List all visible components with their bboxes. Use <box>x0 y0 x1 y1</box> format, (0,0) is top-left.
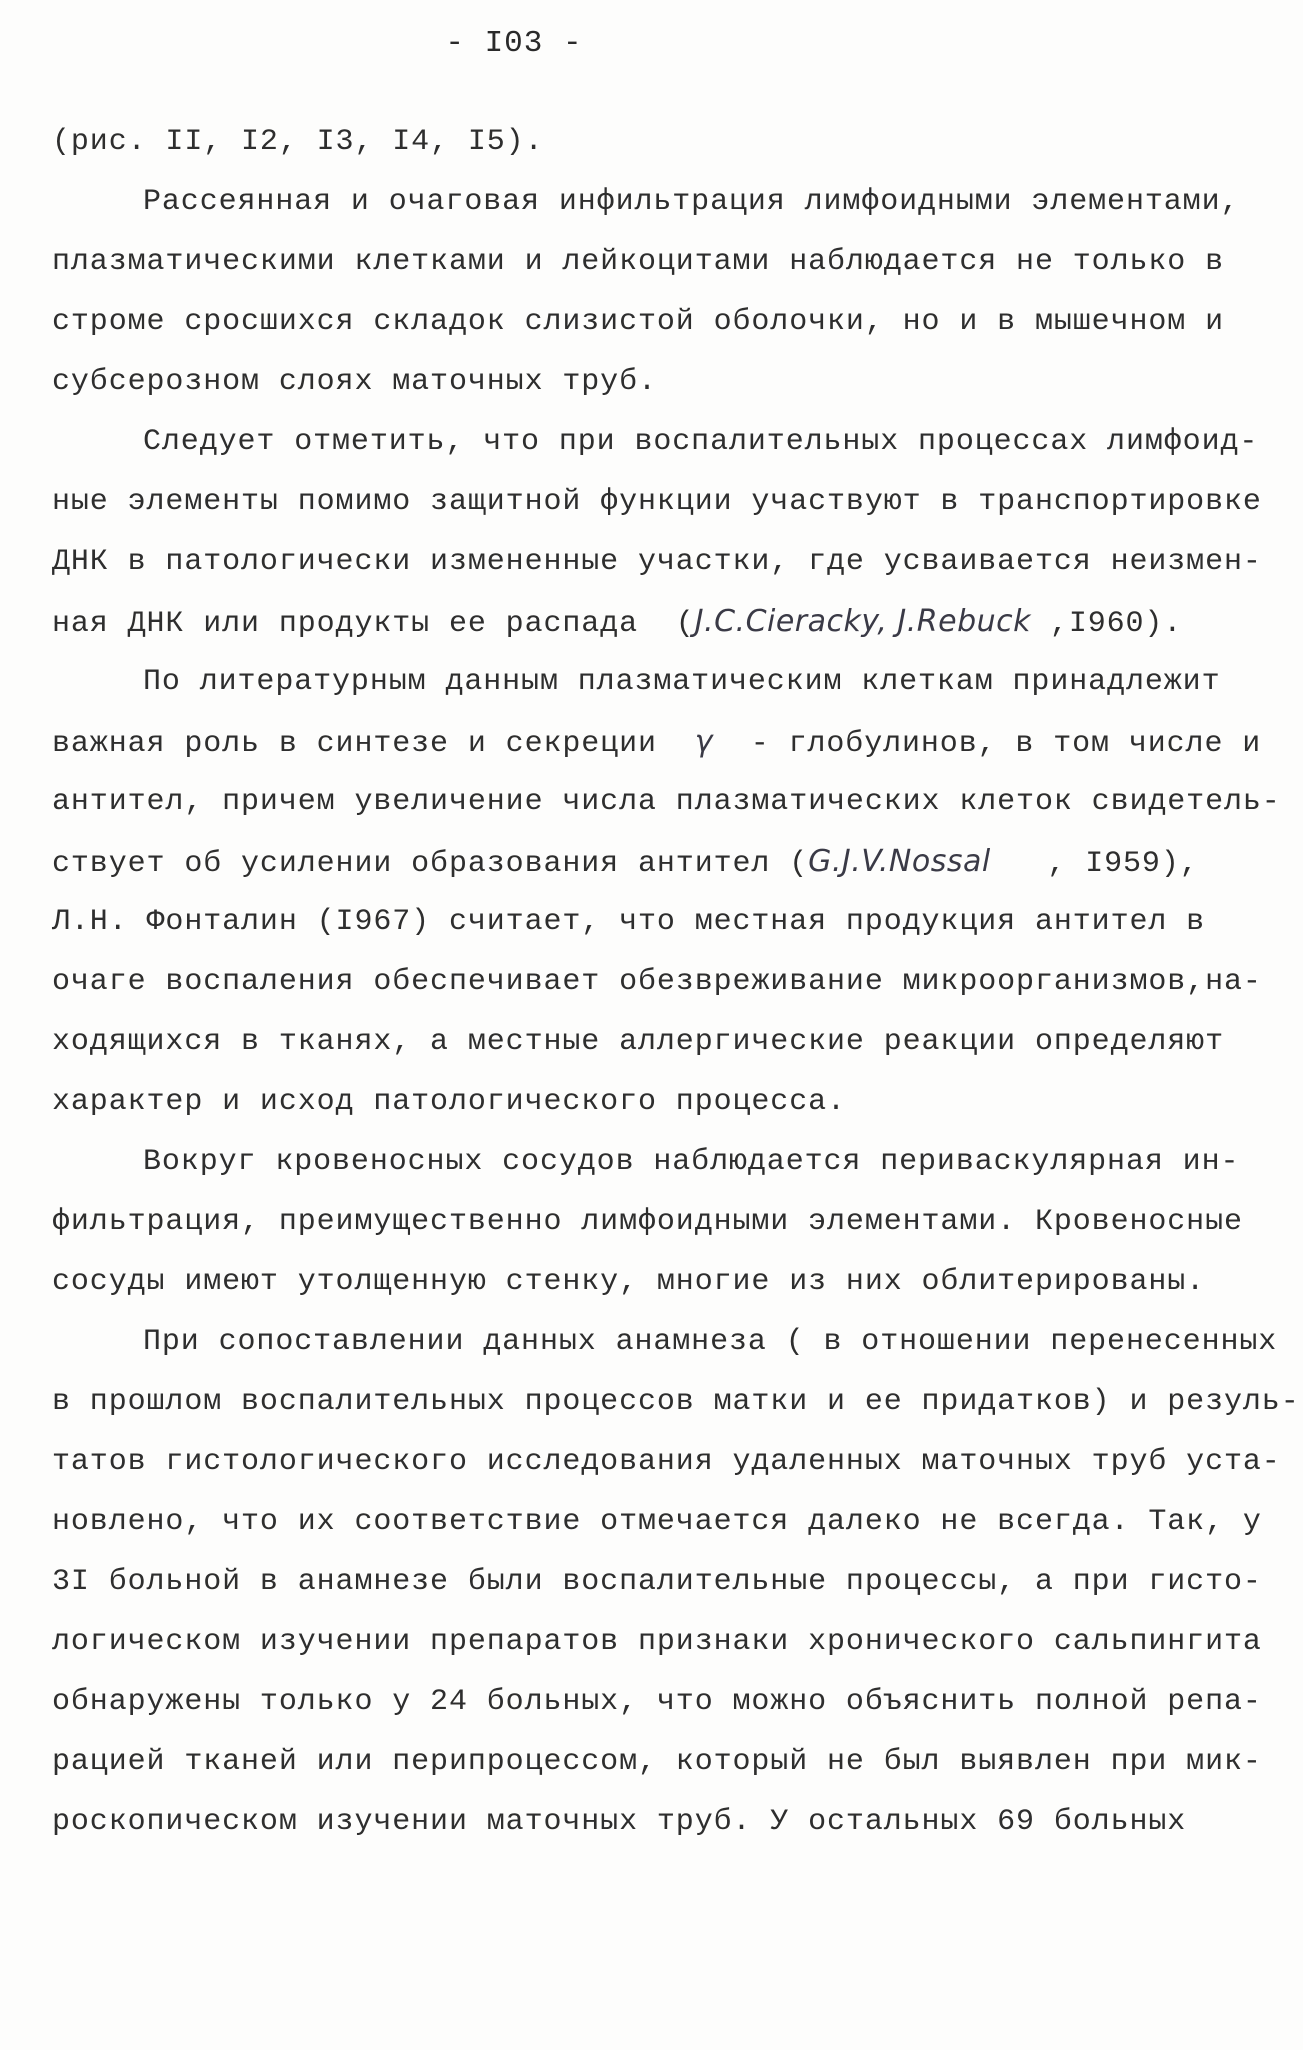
paragraph-start-line: Рассеянная и очаговая инфильтрация лимфоидными элементами, <box>143 185 1240 219</box>
text-line: плазматическими клетками и лейкоцитами наблюдается не только в <box>52 245 1224 279</box>
paragraph-start-line: По литературным данным плазматическим клеткам принадлежит <box>143 665 1221 699</box>
text-line: рацией тканей или перипроцессом, который не был выявлен при мик- <box>52 1745 1262 1779</box>
text-line: 3I больной в анамнезе были воспалительные процессы, а при гисто- <box>52 1565 1262 1599</box>
text-line: роскопическом изучении маточных труб. У остальных 69 больных <box>52 1805 1187 1839</box>
text-line: ствует об усилении образования антител (G.J.V.Nossal , I959), <box>52 844 1199 881</box>
text-line: в прошлом воспалительных процессов матки и ее придатков) и резуль- <box>52 1385 1300 1419</box>
text-line: важная роль в синтезе и секреции γ - глобулинов, в том числе и <box>52 724 1262 761</box>
text-line: ная ДНК или продукты ее распада (J.C.Cieracky, J.Rebuck ,I960). <box>52 604 1183 641</box>
paragraph-start-line: При сопоставлении данных анамнеза ( в отношении перенесенных <box>143 1325 1278 1359</box>
page-number: - I03 - <box>445 26 583 61</box>
text-line: ные элементы помимо защитной функции участвуют в транспортировке <box>52 485 1262 519</box>
paragraph-start-line: Вокруг кровеносных сосудов наблюдается периваскулярная ин- <box>143 1145 1240 1179</box>
text-line: обнаружены только у 24 больных, что можно объяснить полной репа- <box>52 1685 1262 1719</box>
handwritten-citation: G.J.V.Nossal <box>808 844 991 879</box>
text-line: характер и исход патологического процесса. <box>52 1085 846 1119</box>
body-text <box>52 112 1300 1852</box>
handwritten-gamma-symbol: γ <box>694 724 713 759</box>
text-line: антител, причем увеличение числа плазматических клеток свидетель- <box>52 785 1281 819</box>
text-line: (рис. II, I2, I3, I4, I5). <box>52 125 544 159</box>
text-line: ходящихся в тканях, а местные аллергические реакции определяют <box>52 1025 1224 1059</box>
handwritten-citation: J.C.Cieracky, J.Rebuck <box>694 604 1032 639</box>
paragraph-start-line: Следует отметить, что при воспалительных процессах лимфоид- <box>143 425 1259 459</box>
text-line: Л.Н. Фонталин (I967) считает, что местная продукция антител в <box>52 905 1206 939</box>
text-line: строме сросшихся складок слизистой оболочки, но и в мышечном и <box>52 305 1224 339</box>
text-line: субсерозном слоях маточных труб. <box>52 365 657 399</box>
text-line: новлено, что их соответствие отмечается далеко не всегда. Так, у <box>52 1505 1262 1539</box>
text-line: сосуды имеют утолщенную стенку, многие из них облитерированы. <box>52 1265 1206 1299</box>
text-line: татов гистологического исследования удаленных маточных труб уста- <box>52 1445 1281 1479</box>
text-line: фильтрация, преимущественно лимфоидными элементами. Кровеносные <box>52 1205 1243 1239</box>
text-line: очаге воспаления обеспечивает обезвреживание микроорганизмов,на- <box>52 965 1262 999</box>
text-line: ДНК в патологически измененные участки, где усваивается неизмен- <box>52 545 1262 579</box>
text-line: логическом изучении препаратов признаки хронического сальпингита <box>52 1625 1262 1659</box>
